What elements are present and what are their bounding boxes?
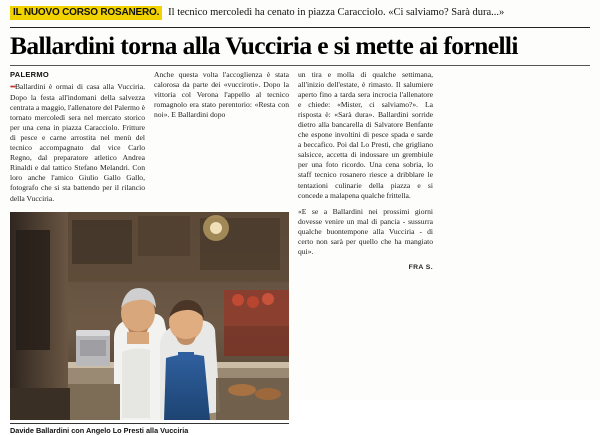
article-column-3 [298,70,433,348]
paragraph: Anche questa volta l'accoglienza è stata calorosa da parte dei «vucciroti». Dopo la vittoria col Verona l'appello al tecnico romagnolo era stato perentorio: «Resta con noi». E Ballardini dopo [154,69,289,119]
top-strip [10,6,590,24]
paragraph [10,82,145,203]
divider-headline [10,65,590,66]
photo-caption: Davide Ballardini con Angelo Lo Presti alla Vucciria [10,423,289,435]
paragraph-text: Ballardini è ormai di casa alla Vucciria. Dopo la festa all'indomani della salvezza centrata a maggio, l'allenatore del Palermo è tornato mercoledì sera nel mercato storico per una cena in piazza Caracciolo. Fritture di pesce e carne arrostita nel menù del tecnico accompagnato dal vice Carlo Regno, dal preparatore atletico Andrea Rinaldi e dal tattico Stefano Melandri. Con loro anche l'amico Giulio Gallo Gallo, fotografo che si sta battendo per il rilancio della Vucciria. [10,82,145,203]
text-columns-left [10,70,289,210]
bullet-marker: ••• [10,82,15,92]
left-stack [10,69,289,435]
divider-top [10,27,590,28]
article-column-1 [10,70,145,210]
page-title: Ballardini torna alla Vucciria e si mette ai fornelli [10,30,518,60]
article-body [10,69,590,435]
top-summary: Il tecnico mercoledì ha cenato in piazza Caracciolo. «Ci salviamo? Sarà dura...» [168,7,505,18]
article-signature: FRA S. [408,264,433,272]
vucciria-photo [10,212,289,420]
dateline: PALERMO [10,69,50,79]
section-kicker: IL NUOVO CORSO ROSANERO. [10,6,162,20]
article-column-2 [154,70,289,210]
paragraph: un tira e molla di qualche settimana, all'inizio dell'estate, è rimasto. Il salumiere aperto fino a tarda sera incrocia l'allenatore e chiede: «Mister, ci salviamo?». La risposta è: «Sarà dura». Ballardini sorride dietro alla bancarella di Salvatore Benfante che espone involtini di pesce spada e sarde a beccafico. Poi dal Lo Presti, che grigliano salsicce, accetta di indossare un grembiule per una foto ricordo. Una cena sobria, lo staff tecnico rosanero riesce a dribblare le tentazioni culinarie della piazza e si concede a malapena qualche frittella. [298,69,433,200]
photo-block [10,212,289,435]
paragraph: «E se a Ballardini nei prossimi giorni dovesse venire un mal di pancia - sussurra qualche buontempone alla Vucciria - di certo non sarà per quello che ha mangiato qui». [298,206,433,257]
